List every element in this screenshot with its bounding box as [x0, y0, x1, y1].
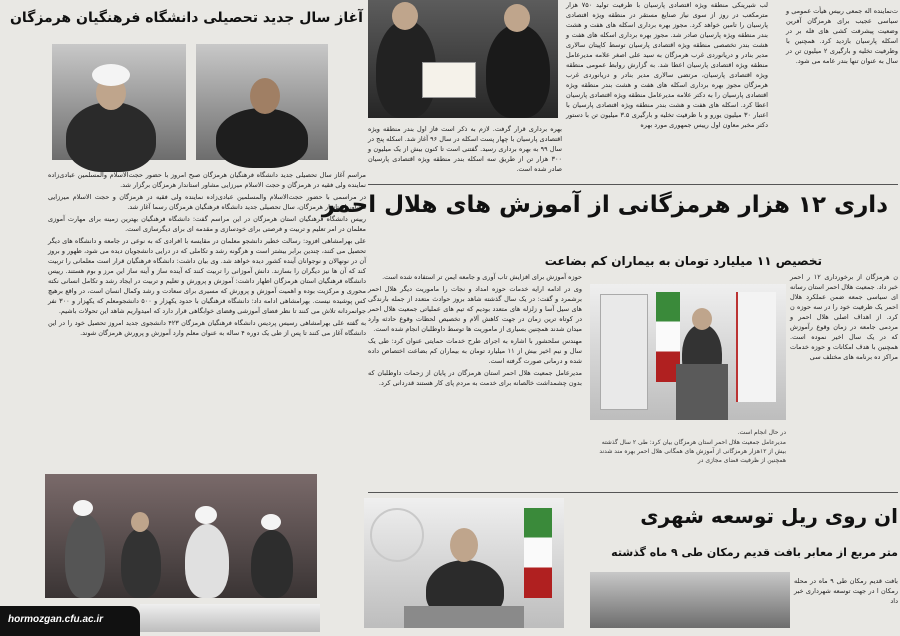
rail-body: بافت قدیم رمکان طی ۹ ماه در محله رمکان ا در جهت توسعه شهرداری خبر داد: [794, 577, 898, 605]
paragraph: در مراسمی با حضور حجت‌الاسلام والمسلمین عبادی‌زاده نماینده ولی فقیه در هرمزگان و حجت الاسلام میرزایی مشاور استاندار هرمزگان، سال تحصیلی جدید دانشگاه فرهنگیان هرمزگان رسما آغاز شد.: [48, 193, 366, 211]
photo-ceremony-audience: [45, 474, 317, 598]
photo-official-desk: [364, 498, 564, 628]
paragraph: به گفته علی بهرامشاهی رسیس پردیس دانشگاه فرهنگیان هرمزگان ۴۲۳ دانشجوی جدید امروز تحصیل خود را در این دانشگاه آغاز می کنند تا پس از طی یک دوره ۴ ساله به عنوان معلم وارد آموزش و پرورش هرمزگان شوند.: [48, 319, 367, 337]
paragraph: مراسم آغاز سال تحصیلی جدید دانشگاه فرهنگیان هرمزگان صبح امروز با حضور حجت‌الاسلام والمسلمین عبادی‌زاده نماینده ولی فقیه در هرمزگان و حجت الاسلام میرزایی مشاور استاندار هرمزگان برگزار شد.: [48, 171, 366, 189]
photo-rector-speaker: [196, 44, 328, 160]
photo-cleric-speaker: [52, 44, 186, 160]
section-divider-2: [368, 492, 898, 493]
port-body-bottom: بهره برداری قرار گرفت. لازم به ذکر است فاز اول بندر منطقه ویژه اقتصادی پارسیان با چهار پست اسکله در سال ۹۶ آغاز شد. اسکله پنج در سال ۹۹ به بهره برداری رسید. گفتنی است تا کنون بیش از یک میلیون و ۳۰۰ هزار تن از طریق سه اسکله بندر منطقه ویژه اقتصادی پارسیان صادر شده است.: [368, 125, 563, 173]
red-crescent-headline: داری ۱۲ هزار هرمزگانی از آموزش های هلال احمر: [321, 192, 888, 218]
right-strip-mid: ن هرمزگان از برخورداری ۱۲ ر احمر خبر داد. جمعیت هلال احمر استان رسانه ای سیاسی جمعه ضمن عملکرد هلال احمر یک ظرفیت خود را در سه حوزه ن کرد. از اهداف اصلی هلال احمر و مردمی جامعه در زمان وقوع رآموزش که در یک سال اخیر نموده است. همچنین با هدف امکانات و حوزه خدمات مراکز ده برنامه های مختلف سی: [790, 273, 898, 361]
rail-subheadline: متر مربع از معابر بافت قدیم رمکان طی ۹ ماه گذشته: [611, 546, 898, 559]
red-crescent-subheadline: تخصیص ۱۱ میلیارد تومان به بیماران کم بضاعت: [544, 254, 822, 268]
photo-rail: [590, 572, 790, 628]
site-watermark: [0, 606, 140, 636]
photo-red-crescent-podium: [590, 284, 786, 420]
paragraph: علی بهرامشاهی افزود: رسالت خطیر دانشجو معلمان در مقایسه با افرادی که به نوعی در جامعه و دانشگاه های دیگر تحصیل می کنند، چندین برابر بیشتر است و هرگونه رشد و تکاملی که در درایی دانشجویان دیده می شود، ظهور و بروز آن در نونهالان و نوجوانان آینده کشور دیده خواهد شد. وی بیان داشت: دانشگاه فرهنگیان قرار است معلمانی را تربیت کند که آن ها نیز دیگران را بسازند. دانش آموزانی را تربیت کنند که آینده ساز و آینه ساز این مرز و بوم هستند. رییس دانشگاه فرهنگیان استان هرمزگان اظهار داشت: آموزش و پرورش و تعلیم و تربیت در ایجاد رشد و تکامل انسانی نکته محوری و مرکزیت بوده و اهمیت آموزش و پرورش که مسیری برای سعادت و رشد وکمال انسان است، در واقع برهیچ کس پوشیده نیست. بهرامشاهی ادامه داد: دانشگاه فرهنگیان با حدود یکهزار و ۵۰۰ دانشجومعلم که یکهزار و ۳۰۰ نفر جوانمردانه تلاش می کنند تا نظر فضای آموزشی وفضای خوابگاهی قرار دارد که امیدواریم شاهد این تحولات باشیم.: [48, 237, 367, 315]
red-crescent-caption-1: در حال انجام است.: [737, 429, 786, 436]
red-crescent-caption-2: مدیرعامل جمعیت هلال احمر استان هرمزگان بیان کرد: طی ۲ سال گذشته بیش از ۱۲هزار هرمزگانی از آموزش های همگانی هلال احمر بهره مند شدند همچنین از ظرفیت فضای مجازی در: [599, 439, 786, 464]
photo-certificate-handover: [368, 0, 558, 118]
rail-headline: ان روی ریل توسعه شهری: [640, 504, 898, 528]
section-divider: [368, 184, 898, 185]
paragraph: مهندس سلحشور با اشاره به اجرای طرح خدمات حمایتی عنوان کرد: طی یک سال و نیم اخیر بیش از ۱۱ میلیارد تومان به بیماران کم بضاعت اختصاص داده شده و درمانی صورت گرفته است.: [368, 337, 582, 365]
port-body-right: لب شیرینکی منطقه ویژه اقتصادی پارسیان با ظرفیت تولید ۷۵۰ هزار مترمکعب در روز از سوی نیاز صنایع مستقر در منطقه ویژه اقتصادی پارسیان را تامین خواهد کرد. مجوز بهره برداری اسکله های هفت و هشت بندر منطقه ویژه پارسیان صادر شد. مجوز بهره برداری اسکله های هفت و هشت بندر تخصصی منطقه ویژه اقتصادی پارسیان توسط کاپیتان سالاری مدیر بنادر و دریانوردی غرب هرمزگان به سید علی اصغر علامه مدیرعامل منطقه ویژه اقتصادی پارسیان اعطا شد. به گزارش روابط عمومی منطقه ویژه اقتصادی پارسیان، مرتضی سالاری مدیر بنادر و دریانوردی غرب هرمزگان مجوز بهره برداری اسکله های هفت و هشت بندر منطقه ویژه اقتصادی پارسیان را به دکتر علامه مدیرعامل منطقه ویژه اقتصادی پارسیان اعطا کرد. اسکله های هفت و هشت بندر منطقه ویژه اقتصادی پارسیان با اعتبار ۳۰ میلیون یورو و با ظرفیت تخلیه و بارگیری ۳.۵ میلیون تن با دستور دکتر مخبر معاون اول رییس جمهوری مورد بهره: [566, 1, 768, 129]
paragraph: حوزه آموزش برای افزایش تاب آوری و جامعه ایمن تر استفاده شده است.: [382, 273, 582, 281]
photo-strip-bottom: [140, 604, 320, 632]
paragraph: رییس دانشگاه فرهنگیان استان هرمزگان در این مراسم گفت: دانشگاه فرهنگیان بهترین زمینه برای مهارت آموزی معلمان در امر تعلیم و تربیت و فرصتی برای خودسازی و مقدمه ای برای دیگرسازی است.: [48, 215, 366, 233]
paragraph: وی در ادامه ارایه خدمات حوزه امداد و نجات را ماموریت دیگر هلال احمر برشمرد و گفت: در یک سال گذشته شاهد بروز حوادث متعدد از جمله بارندگی های سیل آسا و زلزله های متعدد بودیم که تیم های عملیاتی جمعیت هلال احمر در کوتاه ترین زمان در جهت کاهش آلام و تخصیص لحظات وقوع حادثه وارد میدان شدند همچنین بسیاری از ماموریت ها توسط داوطلبان انجام شده است.: [368, 285, 582, 333]
red-crescent-body: [368, 272, 582, 484]
university-headline: آغاز سال جدید تحصیلی دانشگاه فرهنگیان هرمزگان: [9, 10, 363, 26]
right-strip-top: ت‌نماینده اله جمعی ربیس هیأت عمومی و سیاسی عجیب برای هرمزگان آفرین وضعیت پیشرفت کشی های فله بر در اسکله پارسیان بازدید کرد. همچنین با وظرفیت تخلیه و بارگیری ۲ میلیون تن در سال به عنوان تنها بندر عامه می شود.: [786, 7, 899, 65]
paragraph: مدیرعامل جمعیت هلال احمر استان هرمزگان در پایان از زحمات داوطلبان که بدون چشمداشت خالصانه برای خدمت به مردم پای کار هستند قدردانی کرد.: [368, 369, 582, 387]
university-body: [48, 170, 366, 466]
site-url[interactable]: hormozgan.cfu.ac.ir: [8, 614, 104, 625]
